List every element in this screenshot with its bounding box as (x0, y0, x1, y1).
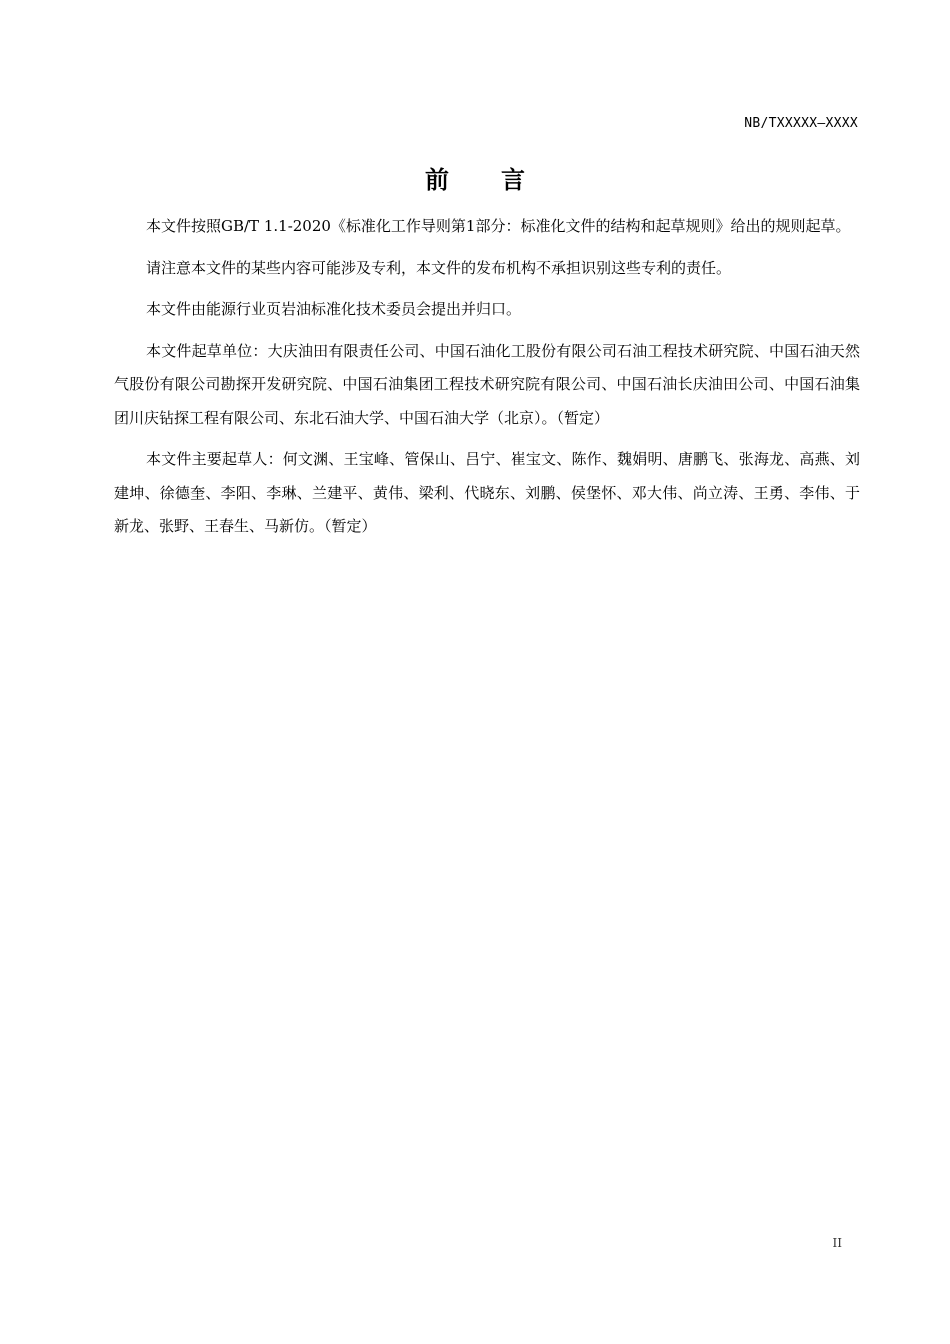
page-title: 前言 (425, 166, 577, 194)
document-body (114, 210, 860, 552)
paragraph-patent-notice: 请注意本文件的某些内容可能涉及专利，本文件的发布机构不承担识别这些专利的责任。 (146, 258, 732, 277)
paragraph-proposer: 本文件由能源行业页岩油标准化技术委员会提出并归口。 (146, 300, 522, 318)
document-code: NB/TXXXXX—XXXX (744, 116, 858, 131)
paragraph-main-drafters: 本文件主要起草人：何文渊、王宝峰、管保山、吕宁、崔宝文、陈作、魏娟明、唐鹏飞、张海龙、高燕、刘建坤、徐德奎、李阳、李琳、兰建平、黄伟、梁利、代晓东、刘鹏、侯堡怀、邓大伟、尚立涛、王勇、李伟、于新龙、张野、王春生、马新仿。（暂定） (114, 450, 860, 535)
paragraph-drafting-rules: 本文件按照GB/T 1.1-2020《标准化工作导则第1部分：标准化文件的结构和起草规则》给出的规则起草。 (146, 217, 851, 235)
page-number: II (832, 1236, 842, 1250)
paragraph-drafting-units: 本文件起草单位：大庆油田有限责任公司、中国石油化工股份有限公司石油工程技术研究院、中国石油天然气股份有限公司勘探开发研究院、中国石油集团工程技术研究院有限公司、中国石油长庆油田公司、中国石油集团川庆钻探工程有限公司、东北石油大学、中国石油大学（北京）。（暂定） (114, 341, 860, 427)
